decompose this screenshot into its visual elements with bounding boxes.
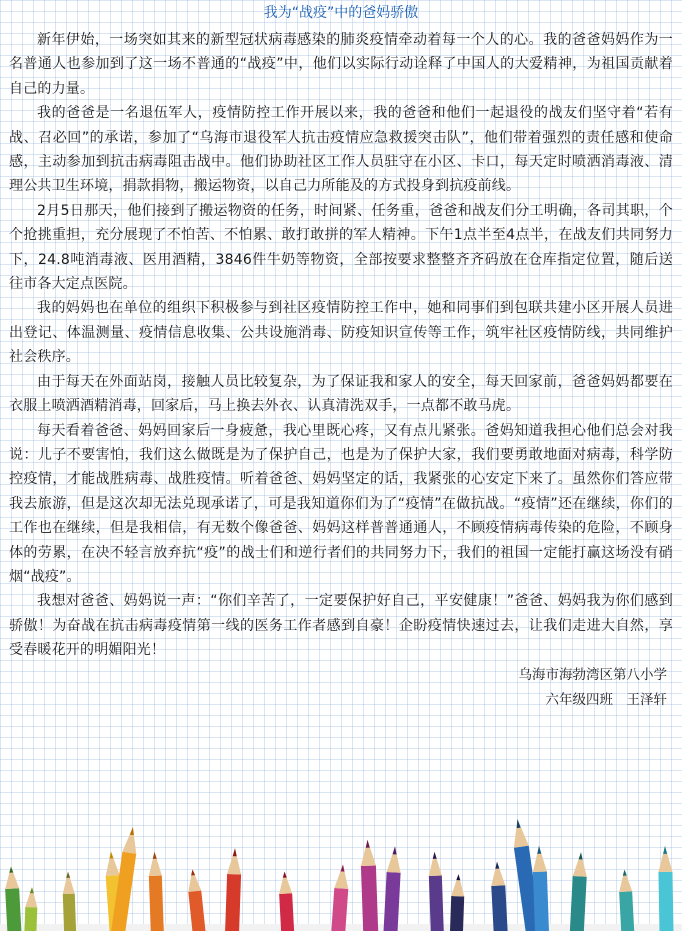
pencil-red-orange — [186, 869, 206, 931]
pencil-cyan — [658, 846, 674, 931]
paragraph-1: 新年伊始，一场突如其来的新型冠状病毒感染的肺炎疫情牵动着每一个人的心。我的爸爸妈妈作为一名普通人也参加到了这一场不普通的“战疫”中，他们以实际行动诠释了中国人的大爱精神，为祖国贡献着自己的力量。 — [9, 32, 673, 97]
author-name: 六年级四班 王泽轩 — [545, 691, 667, 708]
pencil-teal — [618, 869, 635, 931]
pencil-dark-blue — [490, 861, 508, 931]
paragraph-5: 由于每天在外面站岗，接触人员比较复杂，为了保证我和家人的安全，每天回家前，爸爸妈妈都要在衣服上喷洒酒精消毒，回家后，马上换去外衣、认真清洗双手，一点都不敢马虎。 — [9, 373, 673, 415]
pencil-olive — [62, 872, 76, 931]
article-title: 我为“战疫”中的爸妈骄傲 — [263, 5, 419, 21]
pencil-violet — [428, 852, 444, 931]
pencil-green — [4, 866, 22, 931]
colored-pencils-illustration — [0, 812, 682, 931]
pencil-teal-dark — [569, 852, 588, 931]
paragraph-7: 我想对爸爸、妈妈说一声：“你们辛苦了，一定要保护好自己，平安健康！”爸爸、妈妈我为你们感到骄傲！为奋战在抗击病毒疫情第一线的医务工作者感到自豪！企盼疫情快速过去，让我们走进大自然，享受春暖花开的明媚阳光！ — [9, 593, 673, 659]
pencil-purple — [383, 846, 402, 931]
pencil-navy — [449, 874, 465, 931]
pencil-red — [225, 848, 242, 931]
paragraph-6: 每天看着爸爸、妈妈回家后一身疲惫，我心里既心疼，又有点儿紧张。爸妈知道我担心他们总会对我说：儿子不要害怕，我们这么做既是为了保护自己，也是为了保护大家，我们要勇敢地面对病毒，科学防控疫情，才能战胜病毒、战胜疫情。听着爸爸、妈妈坚定的话，我紧张的心安定下来了。虽然你们答应带我去旅游，但是这次却无法兑现承诺了，可是我知道你们为了“疫情”在做抗战。“疫情”还在继续，你们的工作也在继续，但是我相信，有无数个像爸爸、妈妈这样普普通通人，不顾疫情病毒传染的危险，不顾身体的劳累，在决不轻言放弃抗“疫”的战士们和逆行者们的共同努力下，我们的祖国一定能打赢这场没有硝烟“战疫”。 — [9, 422, 673, 585]
pencil-lime — [24, 887, 38, 931]
pencil-magenta — [360, 839, 379, 931]
school-name: 乌海市海勃湾区第八小学 — [518, 666, 667, 683]
paragraph-2: 我的爸爸是一名退伍军人，疫情防控工作开展以来，我的爸爸和他们一起退役的战友们坚守着“若有战、召必回”的承诺，参加了“乌海市退役军人抗击疫情应急救援突击队”，他们带着强烈的责任感和使命感，主动参加到抗击病毒阻击战中。他们协助社区工作人员驻守在小区、卡口，每天定时喷洒消毒液、清理公共卫生环境，捐款捐物，搬运物资，以自己力所能及的方式投身到抗疫前线。 — [9, 105, 673, 195]
paragraph-4: 我的妈妈也在单位的组织下积极参与到社区疫情防控工作中，她和同事们到包联共建小区开展人员进出登记、体温测量、疫情信息收集、公共设施消毒、防疫知识宣传等工作，筑牢社区疫情防线，共同维护社会秩序。 — [9, 300, 673, 366]
pencil-sky-blue — [532, 846, 550, 931]
pencil-crimson — [278, 871, 295, 931]
pencil-pink — [330, 864, 350, 931]
pencil-orange — [148, 852, 164, 931]
paragraph-3: 2月5日那天，他们接到了搬运物资的任务，时间紧、任务重，爸爸和战友们分工明确，各司其职，个个抢挑重担，充分展现了不怕苦、不怕累、敢打敢拼的军人精神。下午1点半至4点半，在战友们共同努力下，24.8吨消毒液、医用酒精，3846件牛奶等物资，全部按要求整整齐齐码放在仓库指定位置，随后送往市各大定点医院。 — [9, 202, 673, 293]
article-body — [9, 28, 673, 713]
